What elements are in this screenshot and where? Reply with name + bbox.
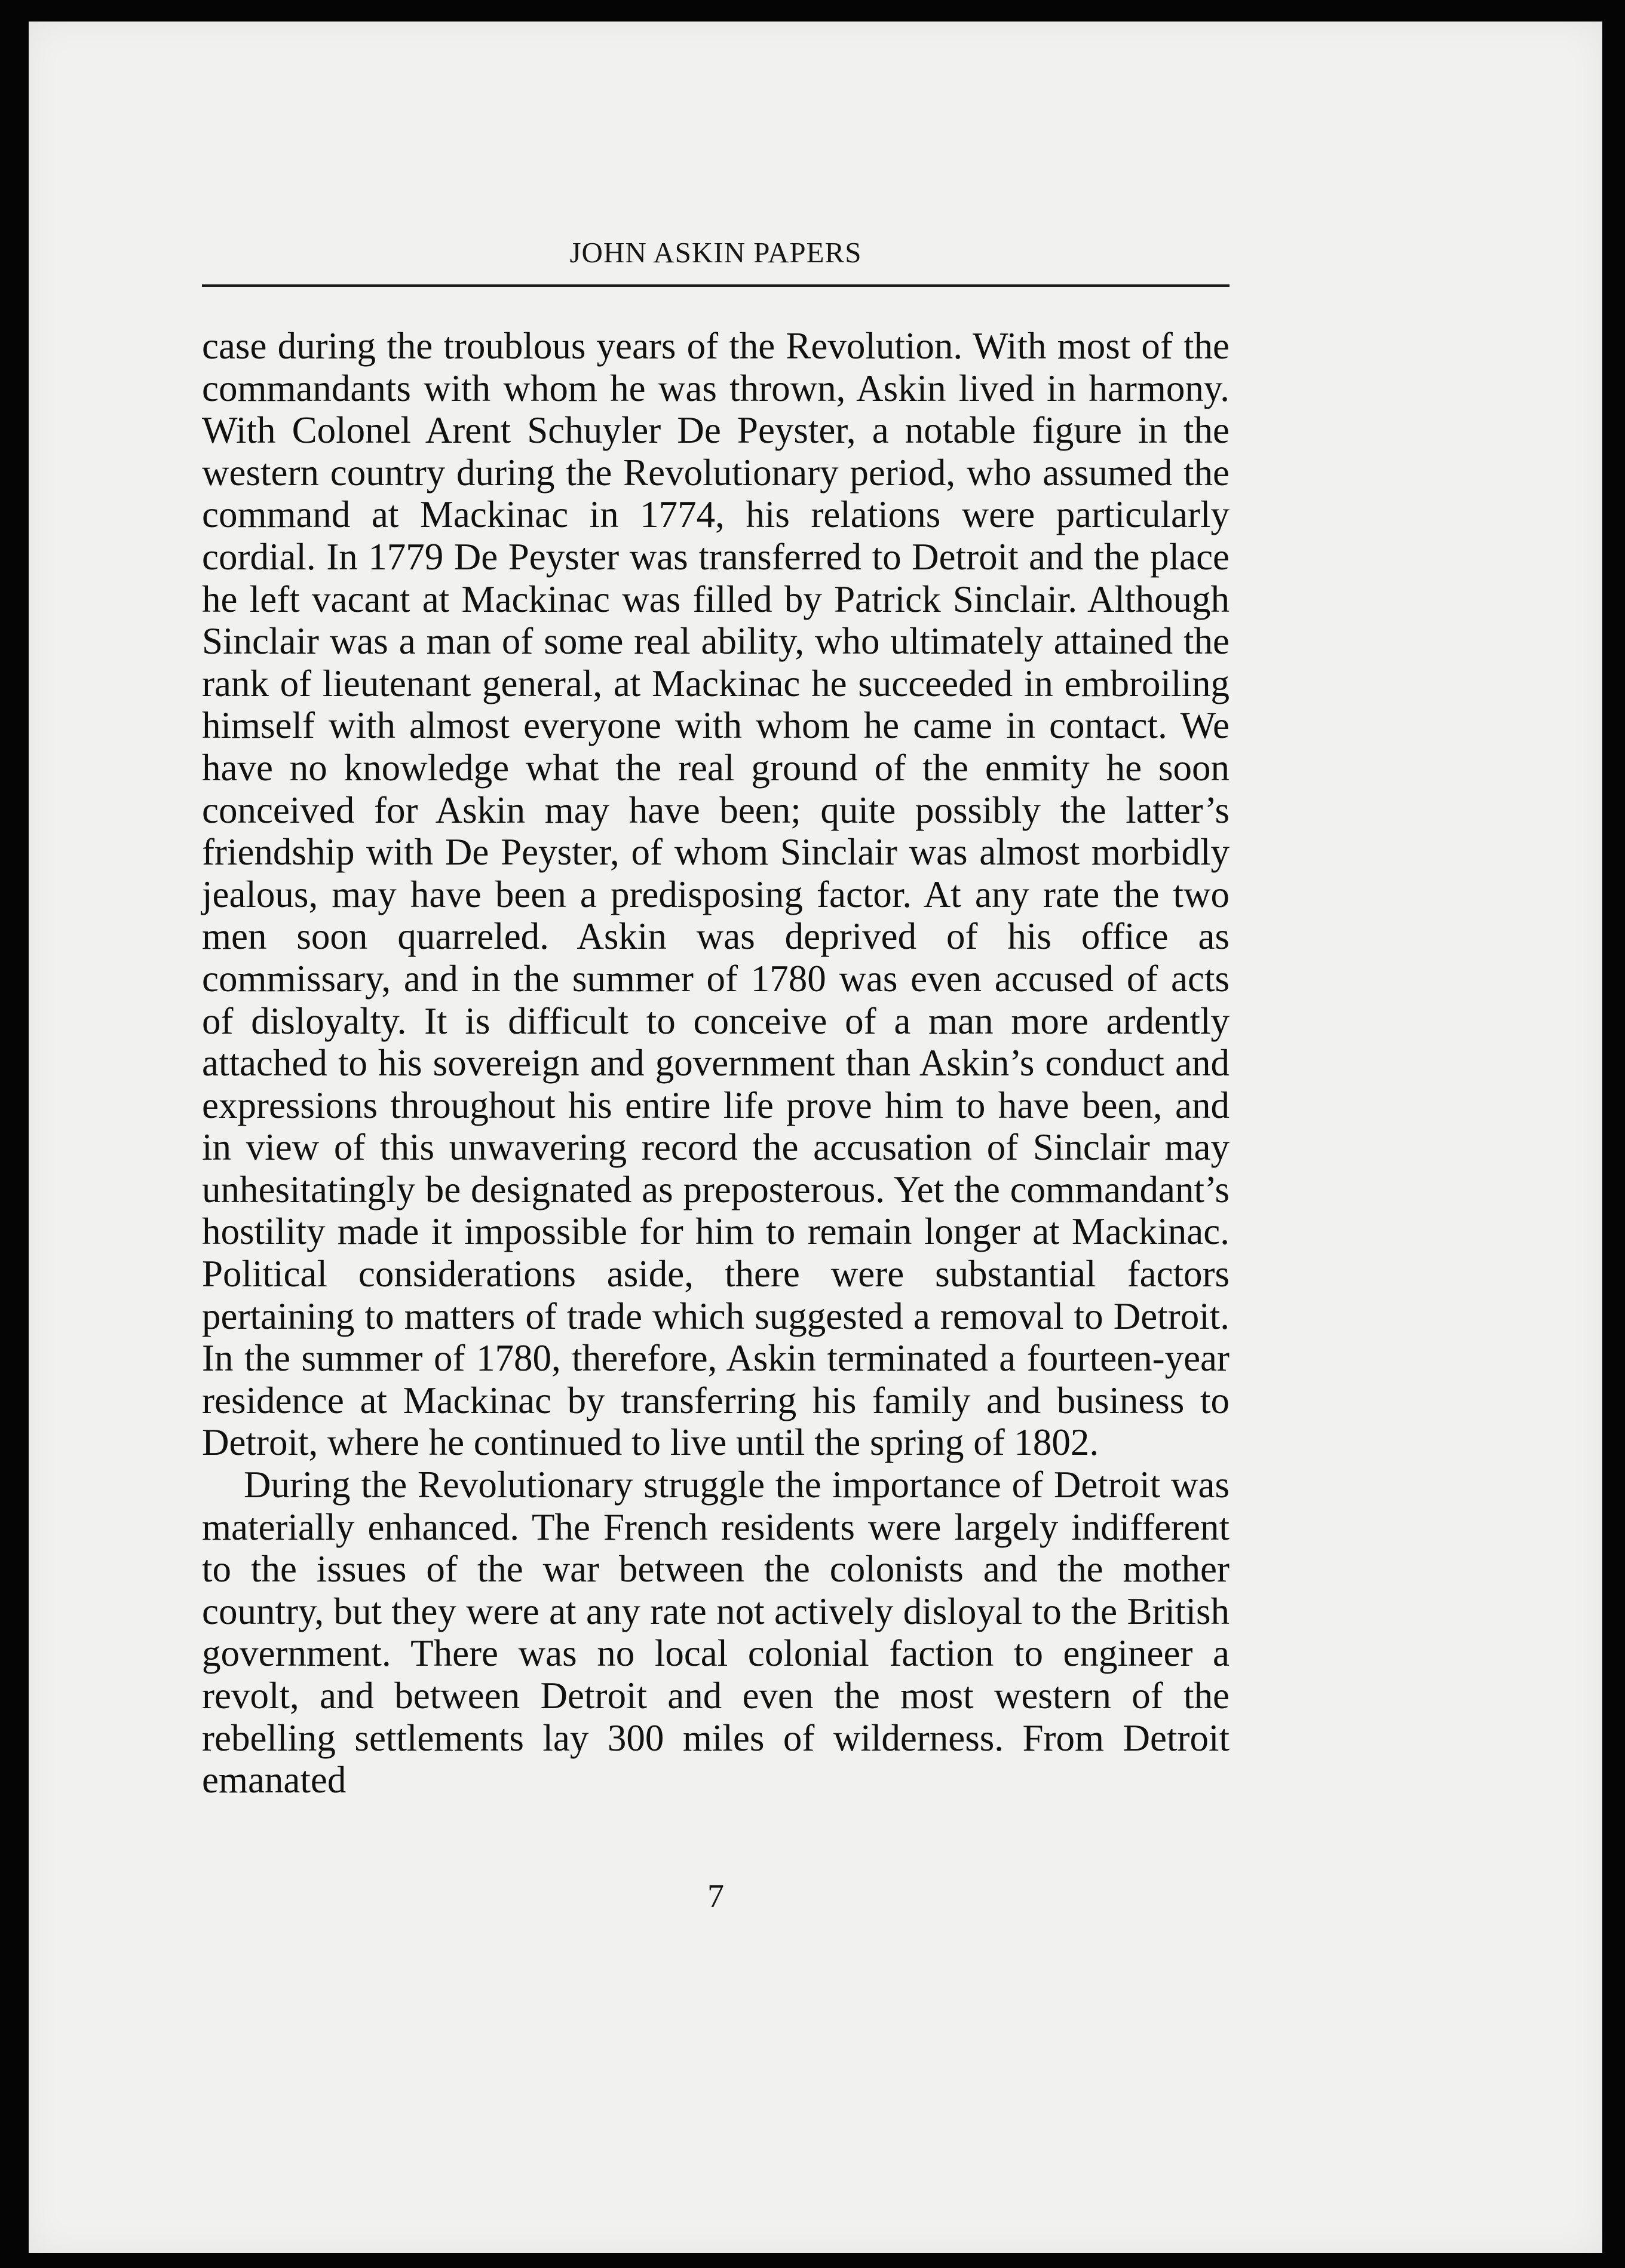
paragraph: During the Revolutionary struggle the importance of Detroit was materially enhanced. The French residents were largely indifferent to the issues of the war between the colonists and the mother country, but they were at any rate not actively disloyal to the British government. There was no local colonial faction to engineer a revolt, and between Detroit and even the most western of the rebelling settlements lay 300 miles of wilderness. From Detroit emanated [202, 1464, 1230, 1801]
header-rule [202, 284, 1230, 287]
book-page [29, 22, 1602, 2253]
page-number: 7 [707, 1878, 724, 1915]
body-text [202, 325, 1230, 1801]
running-head: JOHN ASKIN PAPERS [569, 236, 862, 269]
paragraph: case during the troublous years of the Revolution. With most of the commandants with whom he was thrown, Askin lived in harmony. With Colonel Arent Schuyler De Peyster, a notable figure in the western country during the Revolutionary period, who assumed the command at Mackinac in 1774, his relations were particularly cordial. In 1779 De Peyster was transferred to Detroit and the place he left vacant at Mackinac was filled by Patrick Sinclair. Although Sinclair was a man of some real ability, who ultimately attained the rank of lieutenant general, at Mackinac he succeeded in embroiling himself with almost everyone with whom he came in contact. We have no knowledge what the real ground of the enmity he soon conceived for Askin may have been; quite possibly the latter’s friendship with De Peyster, of whom Sinclair was almost morbidly jealous, may have been a predisposing factor. At any rate the two men soon quarreled. Askin was deprived of his office as commissary, and in the summer of 1780 was even accused of acts of disloyalty. It is difficult to conceive of a man more ardently attached to his sovereign and government than Askin’s conduct and expressions throughout his entire life prove him to have been, and in view of this unwavering record the accusation of Sinclair may unhesitatingly be designated as preposterous. Yet the commandant’s hostility made it impossible for him to remain longer at Mackinac. Political considerations aside, there were substantial factors pertaining to matters of trade which suggested a removal to Detroit. In the summer of 1780, therefore, Askin terminated a fourteen-year residence at Mackinac by transferring his family and business to Detroit, where he continued to live until the spring of 1802. [202, 325, 1230, 1464]
